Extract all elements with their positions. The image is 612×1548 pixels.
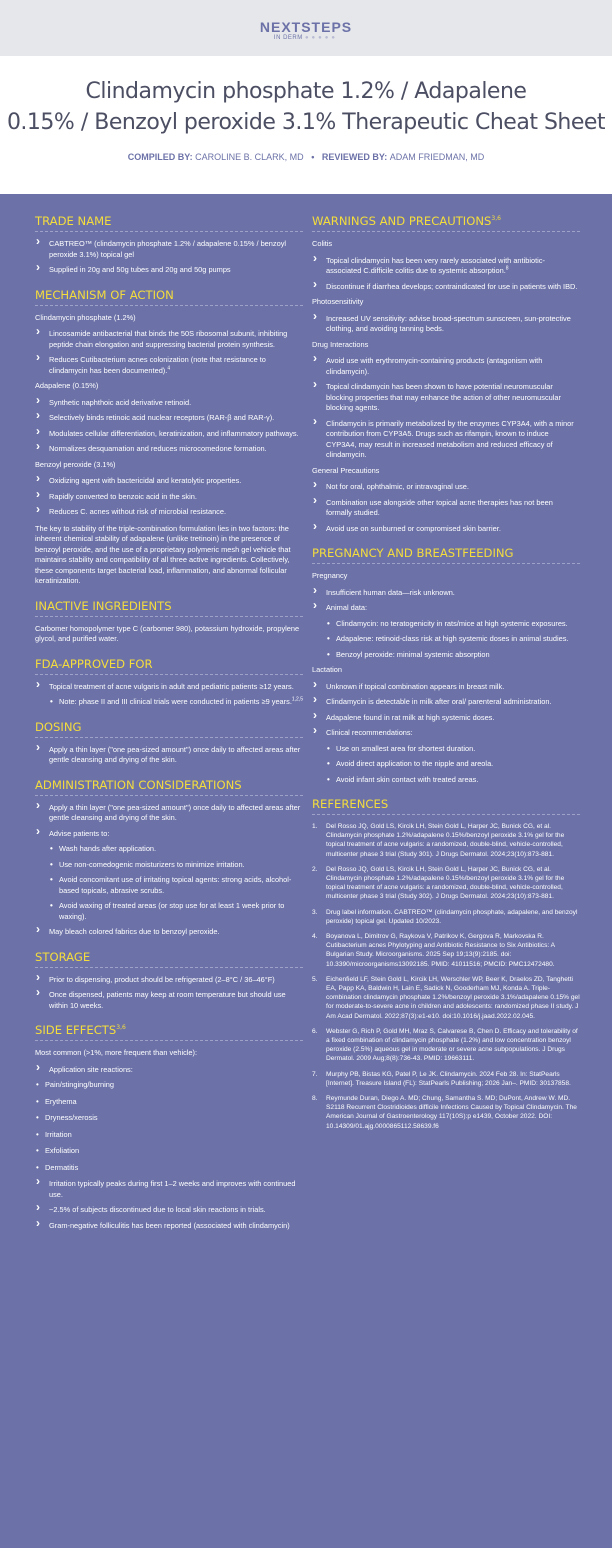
citation: 4 [167,365,171,372]
reference-number: 8. [312,1095,318,1103]
reference-text: Drug label information. CABTREO™ (clindamycin phosphate, adapalene, and benzoyl peroxide) topical gel. Updated 10/2023. [326,908,578,925]
bullet-list [35,398,303,455]
sub-list-item: • Use on smallest area for shortest duration. [326,744,580,755]
sub-list-item: • Use non-comedogenic moisturizers to minimize irritation. [49,860,303,871]
trade-name-section [35,214,303,276]
administration-section [35,778,303,938]
list-item-text: Reduces Cutibacterium acnes colonization (note that resistance to clindamycin has been documented). [49,355,266,375]
list-item-text: Note: phase II and III clinical trials were conducted in patients ≥9 years. [59,697,292,706]
sub-list [326,744,580,786]
section-heading: INACTIVE INGREDIENTS [35,599,303,617]
list-item [312,603,580,660]
reference-item [312,822,580,859]
bullet-list [35,803,303,938]
list-item: › May bleach colored fabrics due to benzoyl peroxide. [35,927,303,938]
list-item-text: Topical clindamycin has been very rarely associated with antibiotic-associated C.difficile colitis due to systemic absorption. [326,255,545,275]
list-item: › Topical clindamycin has been shown to have potential neuromuscular blocking properties that may enhance the action of other neuromuscular blocking agents. [312,382,580,414]
section-heading: TRADE NAME [35,214,303,232]
references-section [312,797,580,1131]
brand-name-a: NEXT [259,19,302,35]
reference-text: Del Rosso JQ, Gold LS, Kircik LH, Stein Gold L, Harper JC, Bunick CG, et al. Clindamycin phosphate 1.2%/adapalene 0.15%/benzoyl peroxide 3.1% gel for the topical treatment of acne vulgaris: a randomized, double-blind, vehicle-controlled, multicenter phase 3 trial (Study 302). J Drugs Dermatol. 2024;23(10):873-881. [326,865,565,901]
list-item: › Clindamycin is detectable in milk after oral/ parenteral administration. [312,697,580,708]
list-item: › Reduces C. acnes without risk of microbial resistance. [35,507,303,518]
fda-approved-section [35,657,303,708]
subheading: Colitis [312,239,333,248]
section-heading: STORAGE [35,950,303,968]
sub-list-item: • Adapalene: retinoid-class risk at high systemic doses in animal studies. [326,634,580,645]
citation: 3,6 [116,1024,126,1032]
reference-text: Murphy PB, Bistas KG, Patel P, Le JK. Clindamycin. 2024 Feb 28. In: StatPearls [Internet]. Treasure Island (FL): StatPearls Publishing; 2026 Jan–. PMID: 30137858. [326,1070,571,1087]
list-item-text: Advise patients to: [49,828,110,838]
list-item: › Insufficient human data—risk unknown. [312,588,580,599]
brand-name-b: STEPS [301,19,353,35]
bullet-list [312,482,580,534]
bullet-list [35,329,303,376]
section-heading: ADMINISTRATION CONSIDERATIONS [35,778,303,796]
reference-item [312,865,580,902]
compiled-by-name: CAROLINE B. CLARK, MD [195,152,304,162]
bullet-list [312,314,580,335]
bullet-list [35,1065,303,1076]
list-item: › Prior to dispensing, product should be refrigerated (2–8°C / 36–46°F) [35,975,303,986]
reference-item [312,1070,580,1088]
section-heading: PREGNANCY AND BREASTFEEDING [312,546,580,564]
list-item: › Not for oral, ophthalmic, or intravaginal use. [312,482,580,493]
bullet-list [312,356,580,461]
reference-item [312,908,580,926]
title-line-2: 0.15% / Benzoyl peroxide 3.1% Therapeutic Cheat Sheet [6,110,606,135]
list-item: › Discontinue if diarrhea develops; contraindicated for use in patients with IBD. [312,282,580,293]
list-item: › Adapalene found in rat milk at high systemic doses. [312,713,580,724]
reference-item [312,975,580,1021]
title-line-1: Clindamycin phosphate 1.2% / Adapalene [85,79,527,104]
heading-text: SIDE EFFECTS [35,1023,117,1037]
content-area [0,194,612,1548]
reference-number: 5. [312,975,318,983]
list-item: › ~2.5% of subjects discontinued due to local skin reactions in trials. [35,1205,303,1216]
reference-item [312,1027,580,1064]
section-heading: DOSING [35,720,303,738]
section-heading: REFERENCES [312,797,580,815]
reference-number: 4. [312,933,318,941]
right-column [312,214,580,1143]
warnings-section [312,214,580,534]
section-heading: MECHANISM OF ACTION [35,288,303,306]
reference-number: 3. [312,908,318,916]
bullet-list [35,1179,303,1231]
mechanism-section [35,288,303,587]
list-item-text: Clinical recommendations: [326,728,413,737]
sub-list-item: • Avoid infant skin contact with treated areas. [326,775,580,786]
reference-text: Eichenfield LF, Stein Gold L, Kircik LH, Werschler WP, Beer K, Draelos ZD, Tanghetti EA, Papp KA, Baldwin H, Lain E, Sadick N, Gooderham MJ, Konda A. Triple-combination clindamycin phosphate 1.2%/benzoyl peroxide 3.1%/adapalene 0.15% gel for moderate-to-severe acne in children and adolescents: randomized phase II study. J Am Acad Dermatol. 2022;87(3):e1-e10. doi:10.1016/j.jaad.2022.02.045. [326,975,580,1020]
subheading: Photosensitivity [312,297,364,306]
top-bar [0,0,612,56]
list-item: › Lincosamide antibacterial that binds the 50S ribosomal subunit, inhibiting peptide chain elongation and suppressing bacterial protein synthesis. [35,329,303,350]
list-item [35,829,303,923]
bullet-list [35,975,303,1012]
sub-list-item: • Clindamycin: no teratogenicity in rats/mice at high systemic exposures. [326,619,580,630]
list-item: › Irritation typically peaks during first 1–2 weeks and improves with continued use. [35,1179,303,1200]
page-title [0,76,612,138]
brand-dots-decoration: ●●●●● [304,35,339,41]
side-effects-section [35,1023,303,1231]
list-item: › Unknown if topical combination appears in breast milk. [312,682,580,693]
subheading: Pregnancy [312,571,348,580]
list-item: › Rapidly converted to benzoic acid in the skin. [35,492,303,503]
bullet-list [35,745,303,766]
subheading: Clindamycin phosphate (1.2%) [35,312,136,322]
reaction-item: • Pain/stinging/burning [35,1080,303,1091]
storage-section [35,950,303,1012]
section-heading: FDA-APPROVED FOR [35,657,303,675]
reference-text: Webster G, Rich P, Gold MH, Mraz S, Calvarese B, Chen D. Efficacy and tolerability of a fixed combination of clindamycin phosphate (1.2%) and low concentration benzoyl peroxide (2.5%) aqueous gel in moderate or severe acne subpopulations. J Drugs Dermatol. 2009 Aug;8(8):736-43. PMID: 19663111. [326,1027,578,1063]
reaction-item: • Erythema [35,1097,303,1108]
bullet-list [312,588,580,661]
compiled-by-label: COMPILED BY: [127,152,193,162]
list-item: › Once dispensed, patients may keep at room temperature but should use within 10 weeks. [35,990,303,1011]
list-item: › Modulates cellular differentiation, keratinization, and inflammatory pathways. [35,429,303,440]
reference-item [312,1094,580,1131]
sub-list [49,844,303,922]
section-heading [35,1023,303,1041]
subheading: General Precautions [312,465,380,475]
list-item: › Normalizes desquamation and reduces microcomedone formation. [35,444,303,455]
list-item [35,682,303,708]
list-item: › Supplied in 20g and 50g tubes and 20g and 50g pumps [35,265,303,276]
bullet-list [35,239,303,276]
reaction-item: • Dermatitis [35,1163,303,1174]
reference-number: 7. [312,1070,318,1078]
sub-list-item: • Avoid concomitant use of irritating topical agents: strong acids, alcohol-based topicals, abrasive scrubs. [49,875,303,896]
list-item-text: Animal data: [326,603,368,612]
brand-sub: IN DERM [273,35,303,41]
page-header [0,56,612,194]
brand-logo [0,20,612,42]
reaction-list [35,1080,303,1173]
list-item: › Oxidizing agent with bactericidal and keratolytic properties. [35,476,303,487]
list-item: › Gram-negative folliculitis has been reported (associated with clindamycin) [35,1221,303,1232]
list-item [35,355,303,376]
reference-text: Reymunde Duran, Diego A. MD; Chung, Samantha S. MD; DuPont, Andrew W. MD. S2118 Recurrent Clostridioides difficile Infections Caused by Topical Clindamycin. The American Journal of Gastroenterology 117(10S):p e1439, October 2022. DOI: 10.14309/01.ajg.0000865112.58639.f6 [326,1095,577,1130]
reference-text: Del Rosso JQ, Gold LS, Kircik LH, Stein Gold L, Harper JC, Bunick CG, et al. Clindamycin phosphate 1.2%/adapalene 0.15%/benzoyl peroxide 3.1% gel for the topical treatment of acne vulgaris: a randomized, double-blind, vehicle-controlled, multicenter phase 3 trial (Study 301). J Drugs Dermatol. 2024;23(10):873-881. [326,823,565,858]
reference-number: 2. [312,865,318,873]
subheading: Adapalene (0.15%) [35,381,99,390]
bullet-list [35,476,303,518]
reaction-item: • Irritation [35,1130,303,1141]
reaction-item: • Dryness/xerosis [35,1113,303,1124]
reviewed-by-name: ADAM FRIEDMAN, MD [389,152,485,162]
bullet-list [312,682,580,786]
list-item: › Synthetic naphthoic acid derivative retinoid. [35,398,303,409]
sub-list-item: • Wash hands after application. [49,844,303,855]
separator-dot: • [311,152,315,162]
citation: 8 [505,265,509,272]
inactive-ingredients-section [35,599,303,645]
list-item: › Increased UV sensitivity: advise broad-spectrum sunscreen, sun-protective clothing, and avoiding tanning beds. [312,314,580,335]
citation: 3,6 [491,215,501,223]
list-item [312,256,580,277]
subheading: Drug Interactions [312,339,369,349]
reference-number: 6. [312,1027,318,1035]
sub-list [49,697,303,708]
sub-list-item [49,697,303,708]
stability-paragraph: The key to stability of the triple-combination formulation lies in two factors: the inherent chemical stability of adapalene (unlike tretinoin) in the presence of benzoyl peroxide, and the use of a proprietary polymeric mesh gel vehicle that maintains stability and compatibility of all three active ingredients. Collectively, these components target bacterial load, inflammation, and abnormal follicular keratinization. [35,523,291,585]
bullet-list [312,256,580,293]
dosing-section [35,720,303,766]
list-item: › CABTREO™ (clindamycin phosphate 1.2% / adapalene 0.15% / benzoyl peroxide 3.1%) topical gel [35,239,303,260]
pregnancy-section [312,546,580,785]
list-item: › Apply a thin layer ("one pea-sized amount") once daily to affected areas after gentle cleansing and drying of the skin. [35,803,303,824]
section-heading [312,214,580,232]
reference-number: 1. [312,823,318,830]
sub-list-item: • Avoid waxing of treated areas (or stop use for at least 1 week prior to waxing). [49,901,303,922]
heading-text: WARNINGS AND PRECAUTIONS [312,214,492,228]
subheading: Most common (>1%, more frequent than vehicle): [35,1048,198,1057]
list-item: › Apply a thin layer ("one pea-sized amount") once daily to affected areas after gentle cleansing and drying of the skin. [35,745,303,766]
list-item [312,728,580,785]
list-item: › Avoid use on sunburned or compromised skin barrier. [312,524,580,535]
list-item: › Avoid use with erythromycin-containing products (antagonism with clindamycin). [312,356,580,377]
reaction-item: • Exfoliation [35,1146,303,1157]
citation: 1,2,5 [291,696,304,703]
inactive-text: Carbomer homopolymer type C (carbomer 980), potassium hydroxide, propylene glycol, and purified water. [35,623,300,643]
subheading: Lactation [312,665,342,674]
sub-list [326,619,580,661]
credits-line [0,152,612,162]
bullet-list [35,682,303,708]
reference-text: Boyanova L, Dimitrov G, Raykova V, Patrikov K, Gergova R, Markovska R. Cutibacterium acnes Phylotyping and Antibiotic Resistance to Six Antibiotics: A Bulgarian Study. Microorganisms. 2025 Sep 19;13(9):2185. doi: 10.3390/microorganisms13092185. PMID: 41011516; PMCID: PMC12472480. [326,933,555,968]
sub-list-item: • Benzoyl peroxide: minimal systemic absorption [326,650,580,661]
sub-list-item: • Avoid direct application to the nipple and areola. [326,759,580,770]
left-column [35,214,303,1243]
list-item: › Selectively binds retinoic acid nuclear receptors (RAR-β and RAR-γ). [35,413,303,424]
reference-item [312,932,580,969]
list-item: › Combination use alongside other topical acne therapies has not been formally studied. [312,498,580,519]
list-item-text: Topical treatment of acne vulgaris in adult and pediatric patients ≥12 years. [49,681,294,691]
reference-list [312,822,580,1131]
list-item: › Application site reactions: [35,1065,303,1076]
list-item: › Clindamycin is primarily metabolized by the enzymes CYP3A4, with a minor contribution from CYP3A5. Drugs such as rifampin, known to induce CYP3A4, may result in increased metabolism and reduced efficacy of clindamycin. [312,419,580,461]
reviewed-by-label: REVIEWED BY: [321,152,388,162]
subheading: Benzoyl peroxide (3.1%) [35,459,116,469]
